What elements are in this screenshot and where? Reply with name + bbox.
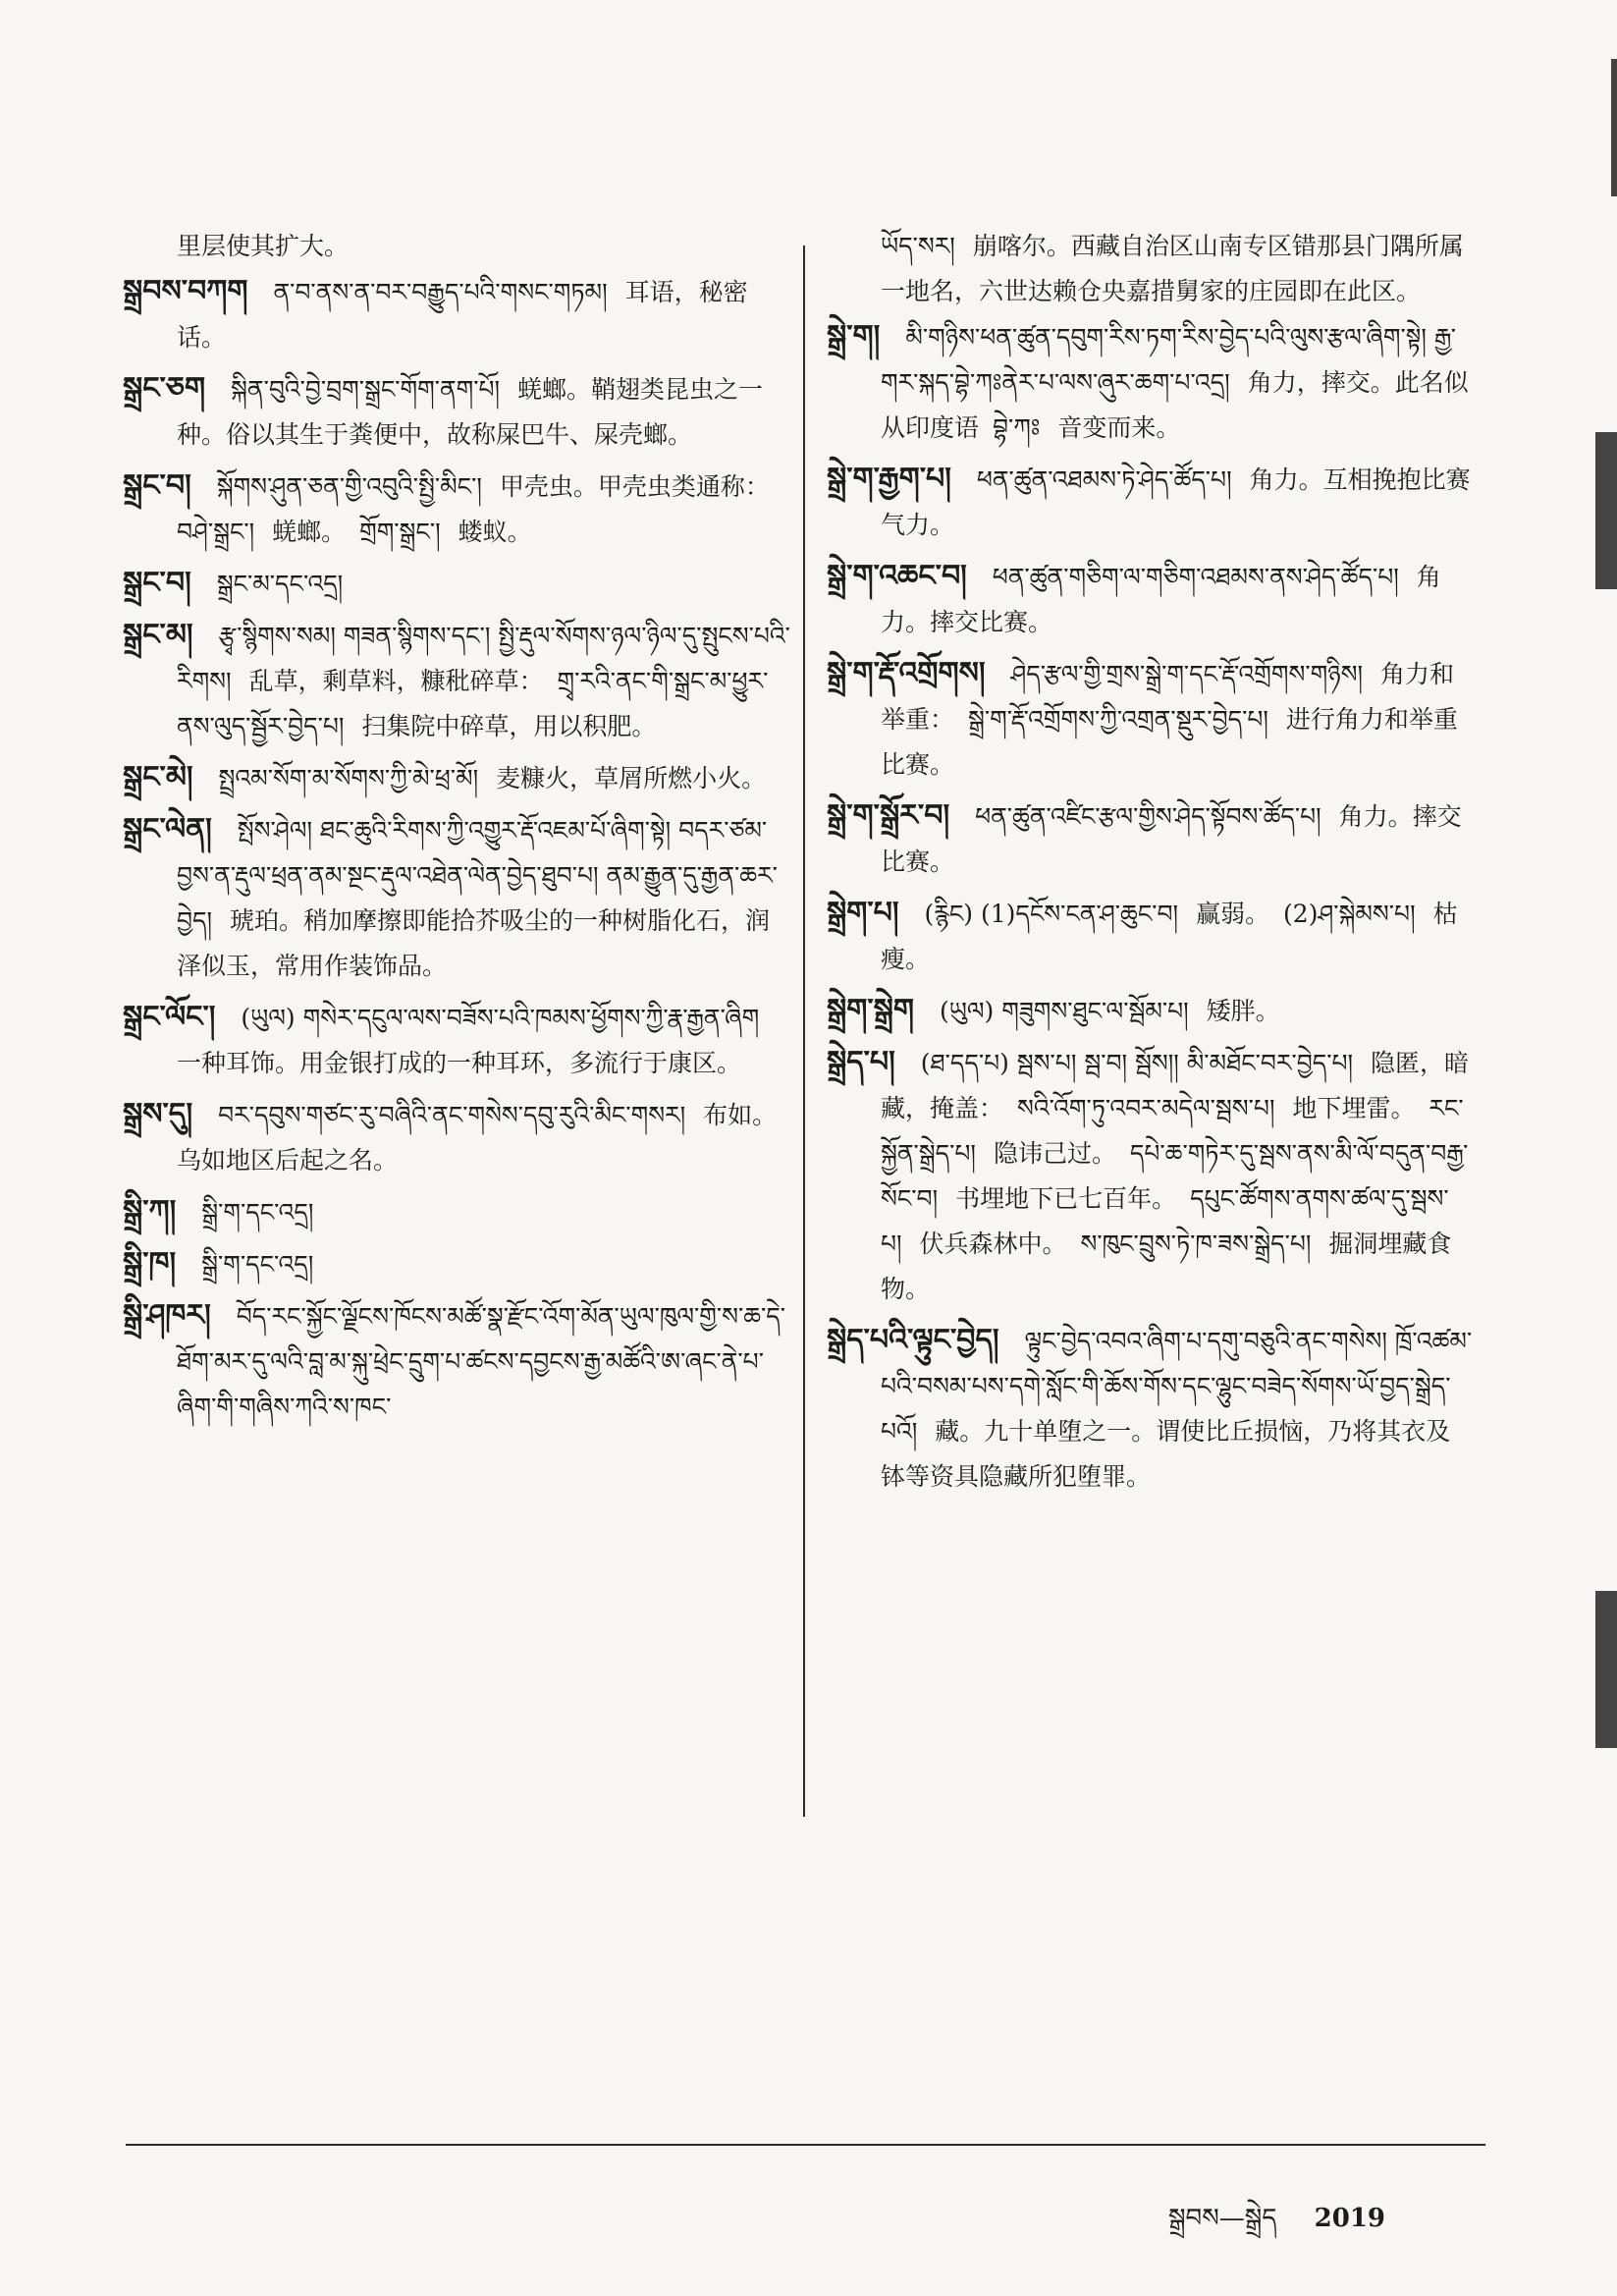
entry-chinese: 布如。乌如地区后起之名。: [177, 1101, 778, 1175]
footer-range: སྒྲབས—སྒྲེད: [1168, 2204, 1277, 2233]
entry-headword: སྒྲང་ཅག: [123, 371, 206, 406]
left-entries: [123, 269, 790, 1430]
page-footer: [1168, 2190, 1385, 2262]
entry-tibetan: ཕན་ཚུན་འཐམས་ཏེ་ཤེད་ཚོད་པ།: [976, 465, 1232, 494]
entry-tibetan: རང་སྐྱོན་སྒྲེད་པ།: [881, 1094, 1464, 1168]
entry-tibetan: སྐོགས་ཤུན་ཅན་གྱི་འབུའི་སྤྱི་མིང་།: [216, 472, 482, 501]
entry-tibetan: ཕན་ཚུན་གཅིག་ལ་གཅིག་འཐམས་ནས་ཤེད་ཚོད་པ།: [992, 563, 1399, 591]
entry-tibetan: (ཡུལ) གཟུགས་ཐུང་ལ་སྦོམ་པ།: [940, 997, 1189, 1025]
entry-chinese: 地下埋雷。: [1292, 1094, 1416, 1122]
entry-chinese: 书埋地下已七百年。: [955, 1184, 1177, 1213]
entry-chinese: 角力，摔交。此名似从印度语: [881, 368, 1469, 442]
entry-chinese: 乱草，剩草料，糠秕碎草：: [248, 667, 544, 695]
entry-tibetan: སྒྲང་མ་དང་འདྲ།: [216, 570, 344, 598]
right-continuation-chinese: 崩喀尔。西藏自治区山南专区错那县门隅所属一地名，六世达赖仓央嘉措舅家的庄园即在此区。: [881, 232, 1464, 305]
entry-tibetan: ཤེད་རྩལ་གྱི་གྲས་སྒྲེ་ག་དང་རྡོ་འགྲོགས་གཉིས།: [1010, 660, 1364, 688]
dictionary-entry: [827, 988, 1475, 1034]
entry-chinese: 耳语，秘密话。: [177, 278, 748, 352]
dictionary-entry: [827, 891, 1475, 982]
dictionary-entry: [123, 1241, 790, 1287]
entry-headword: སྒྲང་མེ།: [123, 760, 193, 794]
entry-tibetan: ས་ཁུང་བྲུས་ཏེ་ཁ་ཟས་སྒྲེད་པ།: [1080, 1230, 1312, 1258]
entry-headword: སྒྲེ་ག་རྒྱག་པ།: [827, 462, 951, 496]
entry-chinese: 甲壳虫。甲壳虫类通称：: [499, 472, 770, 501]
left-continuation: 里层使其扩大。: [177, 232, 350, 260]
entry-tibetan: བར་དབུས་གཙང་རུ་བཞིའི་ནང་གསེས་དབུ་རུའི་མིང་གསར།: [218, 1101, 686, 1129]
right-continuation: [827, 224, 1475, 314]
entry-headword: སྒྲང་ལེན།: [123, 812, 212, 847]
entry-chinese: 琥珀。稍加摩擦即能拾芥吸尘的一种树脂化石，润泽似玉，常用作装饰品。: [177, 906, 771, 980]
entry-tibetan: བྷེ་ཀཿ: [992, 413, 1041, 442]
entry-tibetan: ལྟུང་བྱེད་འབའ་ཞིག་པ་དགུ་བཅུའི་ནང་གསེས། ཁྲོ་འཚམ་པའི་བསམ་པས་དགེ་སློང་གི་ཆོས་གོས་དང་ལྷུང་བཟེད་སོགས་ཡོ་བྱད་སྒྲེད་པའོ།: [881, 1327, 1473, 1446]
right-column: [827, 224, 1475, 1505]
entry-tibetan: མི་གཉིས་ཕན་ཚུན་དབུག་རིས་ཏག་རིས་བྱེད་པའི་ལུས་རྩལ་ཞིག་སྟེ། རྒྱ་གར་སྐད་བྷེ་ཀཿནེར་པ་ལས་ཞུར་ཆག་པ་འདྲ།: [881, 323, 1456, 397]
margin-mark: [1595, 432, 1617, 589]
entry-tibetan: རྩྭ་སྙིགས་སམ། གཟན་སྙིགས་དང་། སྤྱི་རྡུལ་སོགས་ཉལ་ཉིལ་དུ་སྤུངས་པའི་རིགས།: [177, 622, 790, 695]
entry-chinese: 角力。摔交比赛。: [881, 563, 1441, 636]
entry-chinese: 角力和举重：: [881, 660, 1454, 734]
entry-tibetan: (ཐ་དད་པ) སྦས་པ། སྦ་བ། སྦོས།། མི་མཐོང་བར་བྱེད་པ།: [920, 1049, 1354, 1077]
dictionary-entry: [827, 1318, 1475, 1500]
dictionary-entry: [827, 1040, 1475, 1312]
entry-tibetan: སྐིན་བུའི་བྱེ་བྲག་སྒྲང་གོག་ནག་པོ།: [231, 375, 501, 404]
entry-chinese: 蜣螂。: [272, 518, 347, 546]
entry-headword: སྒྲི་ཤཁར།: [123, 1298, 211, 1333]
dictionary-entry: [123, 807, 790, 989]
entry-chinese: 一种耳饰。用金银打成的一种耳环，多流行于康区。: [177, 1049, 742, 1077]
entry-tibetan: (2)ཤ་སྐེམས་པ།: [1283, 900, 1416, 928]
dictionary-entry: [123, 1293, 790, 1430]
entry-tibetan: བོད་རང་སྐྱོང་ལྗོངས་ཁོངས་མཚོ་སྣ་རྫོང་འོག་མོན་ཡུལ་ཁུལ་གྱི་ས་ཆ་དེ་ཐོག་མར་དུ་ལའི་བླ་མ་སྐུ་ཕྲེང་དྲུག་པ་ཚངས་དབྱངས་རྒྱ་མཚོའི་ཨ་ཞང་ནེ་པ་ཞིག་གི་གཞིས་ཀའི་ས་ཁང་: [177, 1302, 785, 1421]
page-number: 2019: [1314, 2204, 1386, 2233]
entry-headword: སྒྲེག་སྒྲེག: [827, 993, 915, 1027]
entry-tibetan: སྒྲེ་ག་རྡོ་འགྲོགས་ཀྱི་འགྲན་སྡུར་བྱེད་པ།: [967, 705, 1268, 734]
dictionary-entry: [123, 1189, 790, 1235]
dictionary-entry: [123, 613, 790, 749]
entry-headword: སྒྲི་ཁ།: [123, 1246, 177, 1281]
entry-tibetan: ན་བ་ནས་ན་བར་བརྒྱུད་པའི་གསང་གཏམ།: [273, 278, 608, 306]
left-column: [123, 224, 790, 1436]
entry-chinese: 蜣螂。鞘翅类昆虫之一种。俗以其生于粪便中，故称屎巴牛、屎壳螂。: [177, 375, 764, 449]
entry-tibetan: དཔེ་ཆ་གཏེར་དུ་སྦས་ནས་མི་ལོ་བདུན་བརྒྱ་སོང་བ།: [881, 1139, 1469, 1213]
entry-headword: སྒྲང་བ།: [123, 566, 191, 600]
entry-chinese: 麦糠火，草屑所燃小火。: [496, 764, 767, 793]
entry-chinese: 隐讳己过。: [993, 1139, 1116, 1168]
entry-headword: སྒྲབས་བཀག: [123, 274, 248, 308]
dictionary-entry: [123, 755, 790, 801]
entry-tibetan: ཕན་ཚུན་འཛིང་རྩལ་གྱིས་ཤེད་སྟོབས་ཚོད་པ།: [975, 802, 1321, 831]
dictionary-entry: [123, 561, 790, 607]
entry-chinese: 藏。九十单堕之一。谓使比丘损恼，乃将其衣及钵等资具隐藏所犯堕罪。: [881, 1417, 1451, 1491]
dictionary-entry: [827, 554, 1475, 645]
dictionary-entry: [827, 793, 1475, 885]
dictionary-entry: [123, 995, 790, 1086]
dictionary-entry: [123, 1092, 790, 1183]
entry-headword: སྒྲི་ཀ།: [123, 1194, 177, 1229]
entry-chinese: 角力。互相挽抱比赛气力。: [881, 465, 1471, 539]
dictionary-entry: [827, 314, 1475, 451]
right-continuation-tibetan: ཡོད་སར།: [881, 232, 955, 260]
entry-headword: སྒྲེ་ག།: [827, 319, 881, 354]
entry-chinese: 角力。摔交比赛。: [881, 802, 1462, 876]
entry-chinese: 扫集院中碎草，用以积肥。: [361, 712, 657, 740]
dictionary-entry: [827, 651, 1475, 788]
entry-tibetan: (རྙིང) (1)དངོས་ངན་ཤ་ཆུང་བ།: [924, 900, 1179, 928]
entry-chinese: 矮胖。: [1206, 997, 1280, 1025]
entry-tibetan: དཔུང་ཚོགས་ནགས་ཚལ་དུ་སྦས་པ།: [881, 1184, 1449, 1258]
entry-tibetan: (ཡུལ) གསེར་དངུལ་ལས་བཟོས་པའི་ཁམས་ཕྱོགས་ཀྱི་རྣ་རྒྱན་ཞིག: [241, 1004, 760, 1032]
entry-headword: སྒྲེག་པ།: [827, 896, 899, 930]
entry-headword: སྒྲེ་ག་འཆང་བ།: [827, 559, 967, 593]
entry-headword: སྒྲེ་ག་རྡོ་འགྲོགས།: [827, 656, 986, 690]
entry-tibetan: སྒྲི་ག་དང་འདྲ།: [201, 1250, 314, 1279]
entry-chinese: 音变而来。: [1057, 413, 1181, 442]
entry-chinese: 进行角力和举重比赛。: [881, 705, 1458, 779]
entry-chinese: 伏兵森林中。: [919, 1230, 1067, 1258]
entry-tibetan: བཤེ་སྒྲང་།: [177, 518, 255, 546]
right-entries: [827, 314, 1475, 1500]
margin-mark: [1611, 59, 1617, 196]
entry-headword: སྒྲས་དུ།: [123, 1097, 193, 1131]
entry-tibetan: སའི་འོག་ཏུ་འབར་མདེལ་སྦས་པ།: [1016, 1094, 1275, 1122]
entry-tibetan: སྤྲའམ་སོག་མ་སོགས་ཀྱི་མེ་ཕྲ་མོ།: [218, 764, 479, 793]
entry-chinese: 蝼蚁。: [458, 518, 532, 546]
dictionary-entry: [123, 464, 790, 555]
entry-tibetan: གྲོག་སྒྲང་།: [359, 518, 441, 546]
entry-tibetan: གྲྭ་རའི་ནང་གི་སྒྲང་མ་ཕྱུར་ནས་ལུད་སྦྱོར་བྱེད་པ།: [177, 667, 769, 740]
entry-tibetan: སྒྲི་ག་དང་འདྲ།: [201, 1198, 314, 1227]
entry-headword: སྒྲང་ལོང་།: [123, 1000, 216, 1034]
entry-chinese: 赢弱。: [1196, 900, 1270, 928]
entry-chinese: 枯瘦。: [881, 900, 1458, 973]
column-divider: [803, 246, 805, 1817]
entry-chinese: 隐匿，暗藏，掩盖：: [881, 1049, 1470, 1122]
entry-headword: སྒྲེད་པ།: [827, 1045, 895, 1079]
entry-headword: སྒྲེ་ག་སྒྲོར་བ།: [827, 798, 950, 833]
entry-headword: སྒྲང་བ།: [123, 468, 191, 503]
dictionary-entry: [827, 457, 1475, 548]
footer-rule: [126, 2144, 1485, 2146]
dictionary-entry: [123, 269, 790, 360]
entry-chinese: 掘洞埋藏食物。: [881, 1230, 1452, 1303]
margin-mark: [1595, 1591, 1617, 1748]
dictionary-entry: [123, 366, 790, 458]
entry-headword: སྒྲང་མ།: [123, 618, 193, 652]
entry-headword: སྒྲེད་པའི་ལྟུང་བྱེད།: [827, 1323, 999, 1357]
entry-tibetan: སྤོས་ཤེལ། ཐང་ཆུའི་རིགས་ཀྱི་འགྱུར་རྡོ་འཇམ་པོ་ཞིག་སྟེ། བདར་ཙམ་བྱས་ན་རྡུལ་ཕྲན་ནམ་སྔང་རྡུལ་འཐེན་ལེན་བྱེད་ཐུབ་པ། ནམ་རྒྱུན་དུ་རྒྱན་ཆར་བྱེད།: [177, 816, 778, 935]
